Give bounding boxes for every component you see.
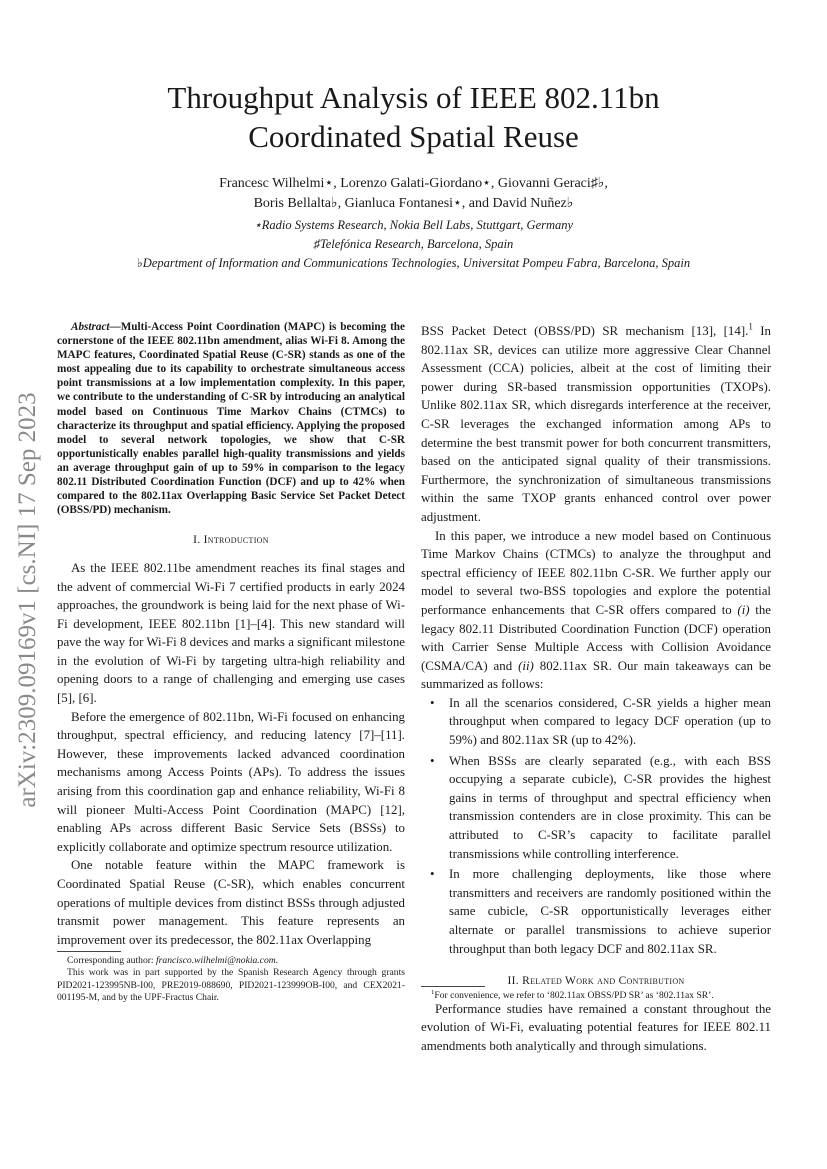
contribution-paragraph	[421, 527, 771, 694]
funding-note: This work was in part supported by the Spanish Research Agency through grants PID2021-123995NB-I00, PRE2019-088690, PID2021-123999OB-I00, and CEX2021-001195-M, and by the UPF-Fractus Chair.	[57, 967, 405, 1003]
left-column	[57, 320, 405, 949]
contribution-text-a: In this paper, we introduce a new model based on Continuous Time Markov Chains (CTMCs) to analyze the throughput and spectral efficiency of IEEE 802.11bn C-SR. We further apply our model to several two-BSS topologies and explore the potential performance enhancements that C-SR offers compared to	[421, 528, 771, 617]
right-column	[421, 322, 771, 1056]
footnote-1-text: For convenience, we refer to ‘802.11ax OBSS/PD SR’ as ‘802.11ax SR’.	[434, 990, 714, 1001]
intro-paragraph-1: As the IEEE 802.11be amendment reaches its final stages and the advent of commercial Wi-Fi 7 certified products in early 2024 approaches, the groundwork is being laid for the next phase of Wi-Fi development, IEEE 802.11bn [1]–[4]. This new standard will pave the way for Wi-Fi 8 devices and marks a significant milestone in the evolution of Wi-Fi by targeting ultra-high reliability and opening doors to a range of challenging and emerging use cases [5], [6].	[57, 560, 405, 706]
enum-ii: (ii)	[518, 658, 534, 673]
footnote-1-mark: 1	[431, 988, 435, 996]
contribution-text-b: the legacy 802.11 Distributed Coordination Function (DCF) operation with Carrier Sense Multiple Access with Collision Avoidance (CSMA/CA) and	[421, 602, 771, 673]
abstract-text: Multi-Access Point Coordination (MAPC) is becoming the cornerstone of the IEEE 802.11bn amendment, alias Wi-Fi 8. Among the MAPC features, Coordinated Spatial Reuse (C-SR) stands as one of the most appealing due to its capability to orchestrate simultaneous access point transmissions at a low implementation complexity. In this paper, we contribute to the understanding of C-SR by introducing an analytical model based on Continuous Time Markov Chains (CTMCs) to characterize its throughput and spatial efficiency. Applying the proposed model to several network topologies, we show that C-SR opportunistically enables parallel high-quality transmissions and yields an average throughput gain of up to 59% in comparison to the legacy 802.11 Distributed Coordination Function (DCF) and up to 42% when compared to the 802.11ax Overlapping Basic Service Set Packet Detect (OBSS/PD) mechanism.	[57, 321, 405, 517]
affiliation-upf: ♭Department of Information and Communications Technologies, Universitat Pompeu Fabra, Barcelona, Spain	[136, 256, 691, 270]
enum-i: (i)	[737, 602, 750, 617]
title-line-2: Coordinated Spatial Reuse	[248, 119, 579, 154]
author-line-2: Boris Bellalta♭, Gianluca Fontanesi⋆, and David Nuñez♭	[253, 196, 574, 211]
bullet-icon: •	[430, 753, 435, 768]
abstract	[57, 320, 405, 517]
title-line-1: Throughput Analysis of IEEE 802.11bn	[167, 80, 660, 115]
affiliation-nokia: ⋆Radio Systems Research, Nokia Bell Labs, Stuttgart, Germany	[253, 218, 574, 232]
intro-paragraph-3: One notable feature within the MAPC framework is Coordinated Spatial Reuse (C-SR), which enables concurrent operations of multiple devices from distinct BSSs through adjusted transmit power management. This feature represents an improvement over its predecessor, the 802.11ax Overlapping	[57, 858, 405, 947]
bullet-icon: •	[430, 867, 435, 882]
author-line-1: Francesc Wilhelmi⋆, Lorenzo Galati-Giordano⋆, Giovanni Geraci♯♭,	[219, 176, 608, 191]
takeaway-3: In more challenging deployments, like those where transmitters and receivers are randomly positioned within the same cubicle, C-SR opportunistically leverages either alternate or parallel transmissions to achieve superior throughput than both legacy DCF and 802.11ax SR.	[449, 867, 771, 956]
arxiv-watermark: arXiv:2309.09169v1 [cs.NI] 17 Sep 2023	[14, 392, 41, 808]
takeaway-1: In all the scenarios considered, C-SR yields a higher mean throughput when compared to legacy DCF operation (up to 59%) and 802.11ax SR (up to 42%).	[449, 695, 771, 748]
bullet-icon: •	[430, 695, 435, 710]
corresponding-label: Corresponding author:	[67, 955, 156, 966]
footnote-1	[421, 990, 771, 1002]
corresponding-email[interactable]: francisco.wilhelmi@nokia.com	[156, 955, 276, 966]
author-list	[0, 174, 827, 214]
corresponding-author-note	[57, 955, 405, 967]
contribution-text-c: 802.11ax SR. Our main takeaways can be summarized as follows:	[421, 658, 771, 692]
affiliation-telefonica: ♯Telefónica Research, Barcelona, Spain	[313, 237, 514, 251]
footnote-rule-right	[421, 986, 485, 987]
takeaway-2: When BSSs are clearly separated (e.g., with each BSS occupying a separate cubicle), C-SR provides the highest gains in terms of throughput and spectral efficiency when transmission contenders are in close proximity. This can be attributed to C-SR’s capacity to facilitate parallel transmissions while controlling interference.	[449, 753, 771, 861]
paper-title	[0, 78, 827, 156]
sr-description: In 802.11ax SR, devices can utilize more aggressive Clear Channel Assessment (CCA) policies, albeit at the cost of limiting their power during SR-based transmission opportunities (TXOPs). Unlike 802.11ax SR, which disregards interference at the receiver, C-SR leverages the exchanged information among APs to determine the best transmit power for both concurrent transmitters, based on the anticipated signal quality of their transmissions. Furthermore, the synchronization of simultaneous transmissions within the same TXOP grants enhanced control over power adjustment.	[421, 324, 771, 524]
footnote-block-right	[421, 990, 771, 1002]
obss-pd-sentence: BSS Packet Detect (OBSS/PD) SR mechanism [13], [14].	[421, 324, 749, 338]
section-heading-related-work: II. Related Work and Contribution	[507, 975, 685, 988]
corresponding-end: .	[275, 955, 279, 966]
section-heading-introduction: I. Introduction	[193, 534, 269, 547]
list-item	[421, 752, 771, 864]
list-item	[421, 865, 771, 958]
list-item	[421, 694, 771, 750]
abstract-label: Abstract—	[71, 321, 121, 333]
intro-paragraph-2: Before the emergence of 802.11bn, Wi-Fi focused on enhancing throughput, spectral efficiency, and reducing latency [7]–[11]. However, these improvements lacked advanced coordination mechanisms among Access Points (APs). To address the issues arising from this coordination gap and enhance reliability, Wi-Fi 8 will pioneer Multi-Access Point Coordination (MAPC) [12], enabling APs across different Basic Service Sets (BSSs) to explicitly collaborate and optimize spectrum resource utilization.	[57, 709, 405, 854]
footnote-block-left	[57, 955, 405, 1004]
takeaway-list	[421, 694, 771, 958]
related-work-paragraph: Performance studies have remained a constant throughout the evolution of Wi-Fi, evaluating potential features for IEEE 802.11 amendments both analytically and through simulations.	[421, 1001, 771, 1053]
footnote-rule-left	[57, 951, 121, 952]
affiliation-list	[0, 216, 827, 273]
footnote-ref-1[interactable]: 1	[748, 321, 753, 332]
right-paragraph-continued	[421, 322, 771, 527]
